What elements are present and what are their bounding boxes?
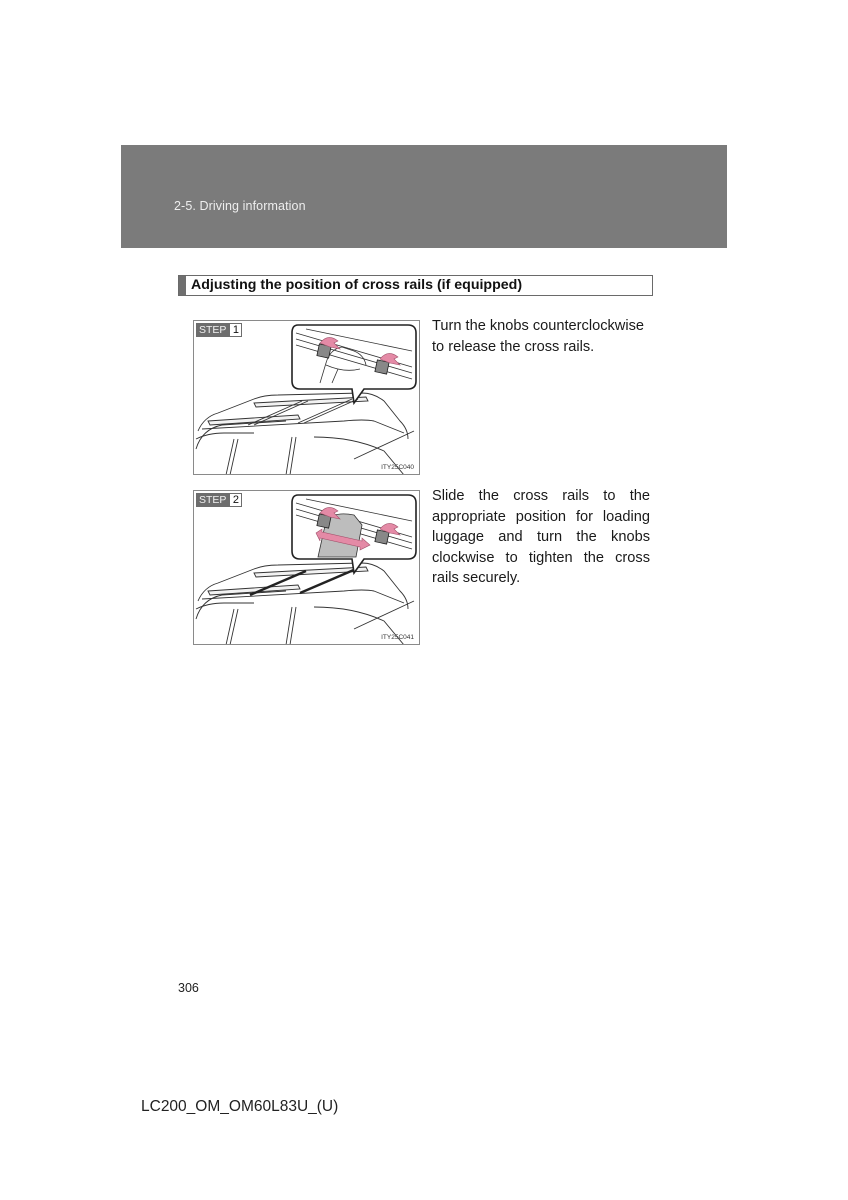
figure-code: ITY25C040	[381, 464, 414, 471]
section-heading	[178, 275, 653, 296]
page-number: 306	[178, 981, 199, 995]
step-number: 2	[229, 493, 242, 507]
step-1-text: Turn the knobs counterclockwise to release the cross rails.	[432, 318, 644, 355]
heading-accent-bar	[179, 276, 186, 295]
section-heading-text: Adjusting the position of cross rails (if equipped)	[191, 277, 523, 293]
step-2-figure	[193, 490, 420, 645]
step-1-figure	[193, 320, 420, 475]
step-label: STEP	[196, 493, 229, 507]
figure-code: ITY25C041	[381, 634, 414, 641]
step-number: 1	[229, 323, 242, 337]
roof-rail-slide-illustration	[194, 491, 420, 645]
step-2-badge	[196, 493, 242, 507]
section-title: 2-5. Driving information	[174, 199, 306, 213]
chapter-header-band	[121, 145, 727, 248]
step-label: STEP	[196, 323, 229, 337]
roof-rail-release-illustration	[194, 321, 420, 475]
step-2-text: Slide the cross rails to the appropriate position for loading luggage and turn the knobs clockwise to tighten the cross rails securely.	[432, 488, 650, 586]
document-code: LC200_OM_OM60L83U_(U)	[141, 1098, 339, 1115]
step-1-badge	[196, 323, 242, 337]
